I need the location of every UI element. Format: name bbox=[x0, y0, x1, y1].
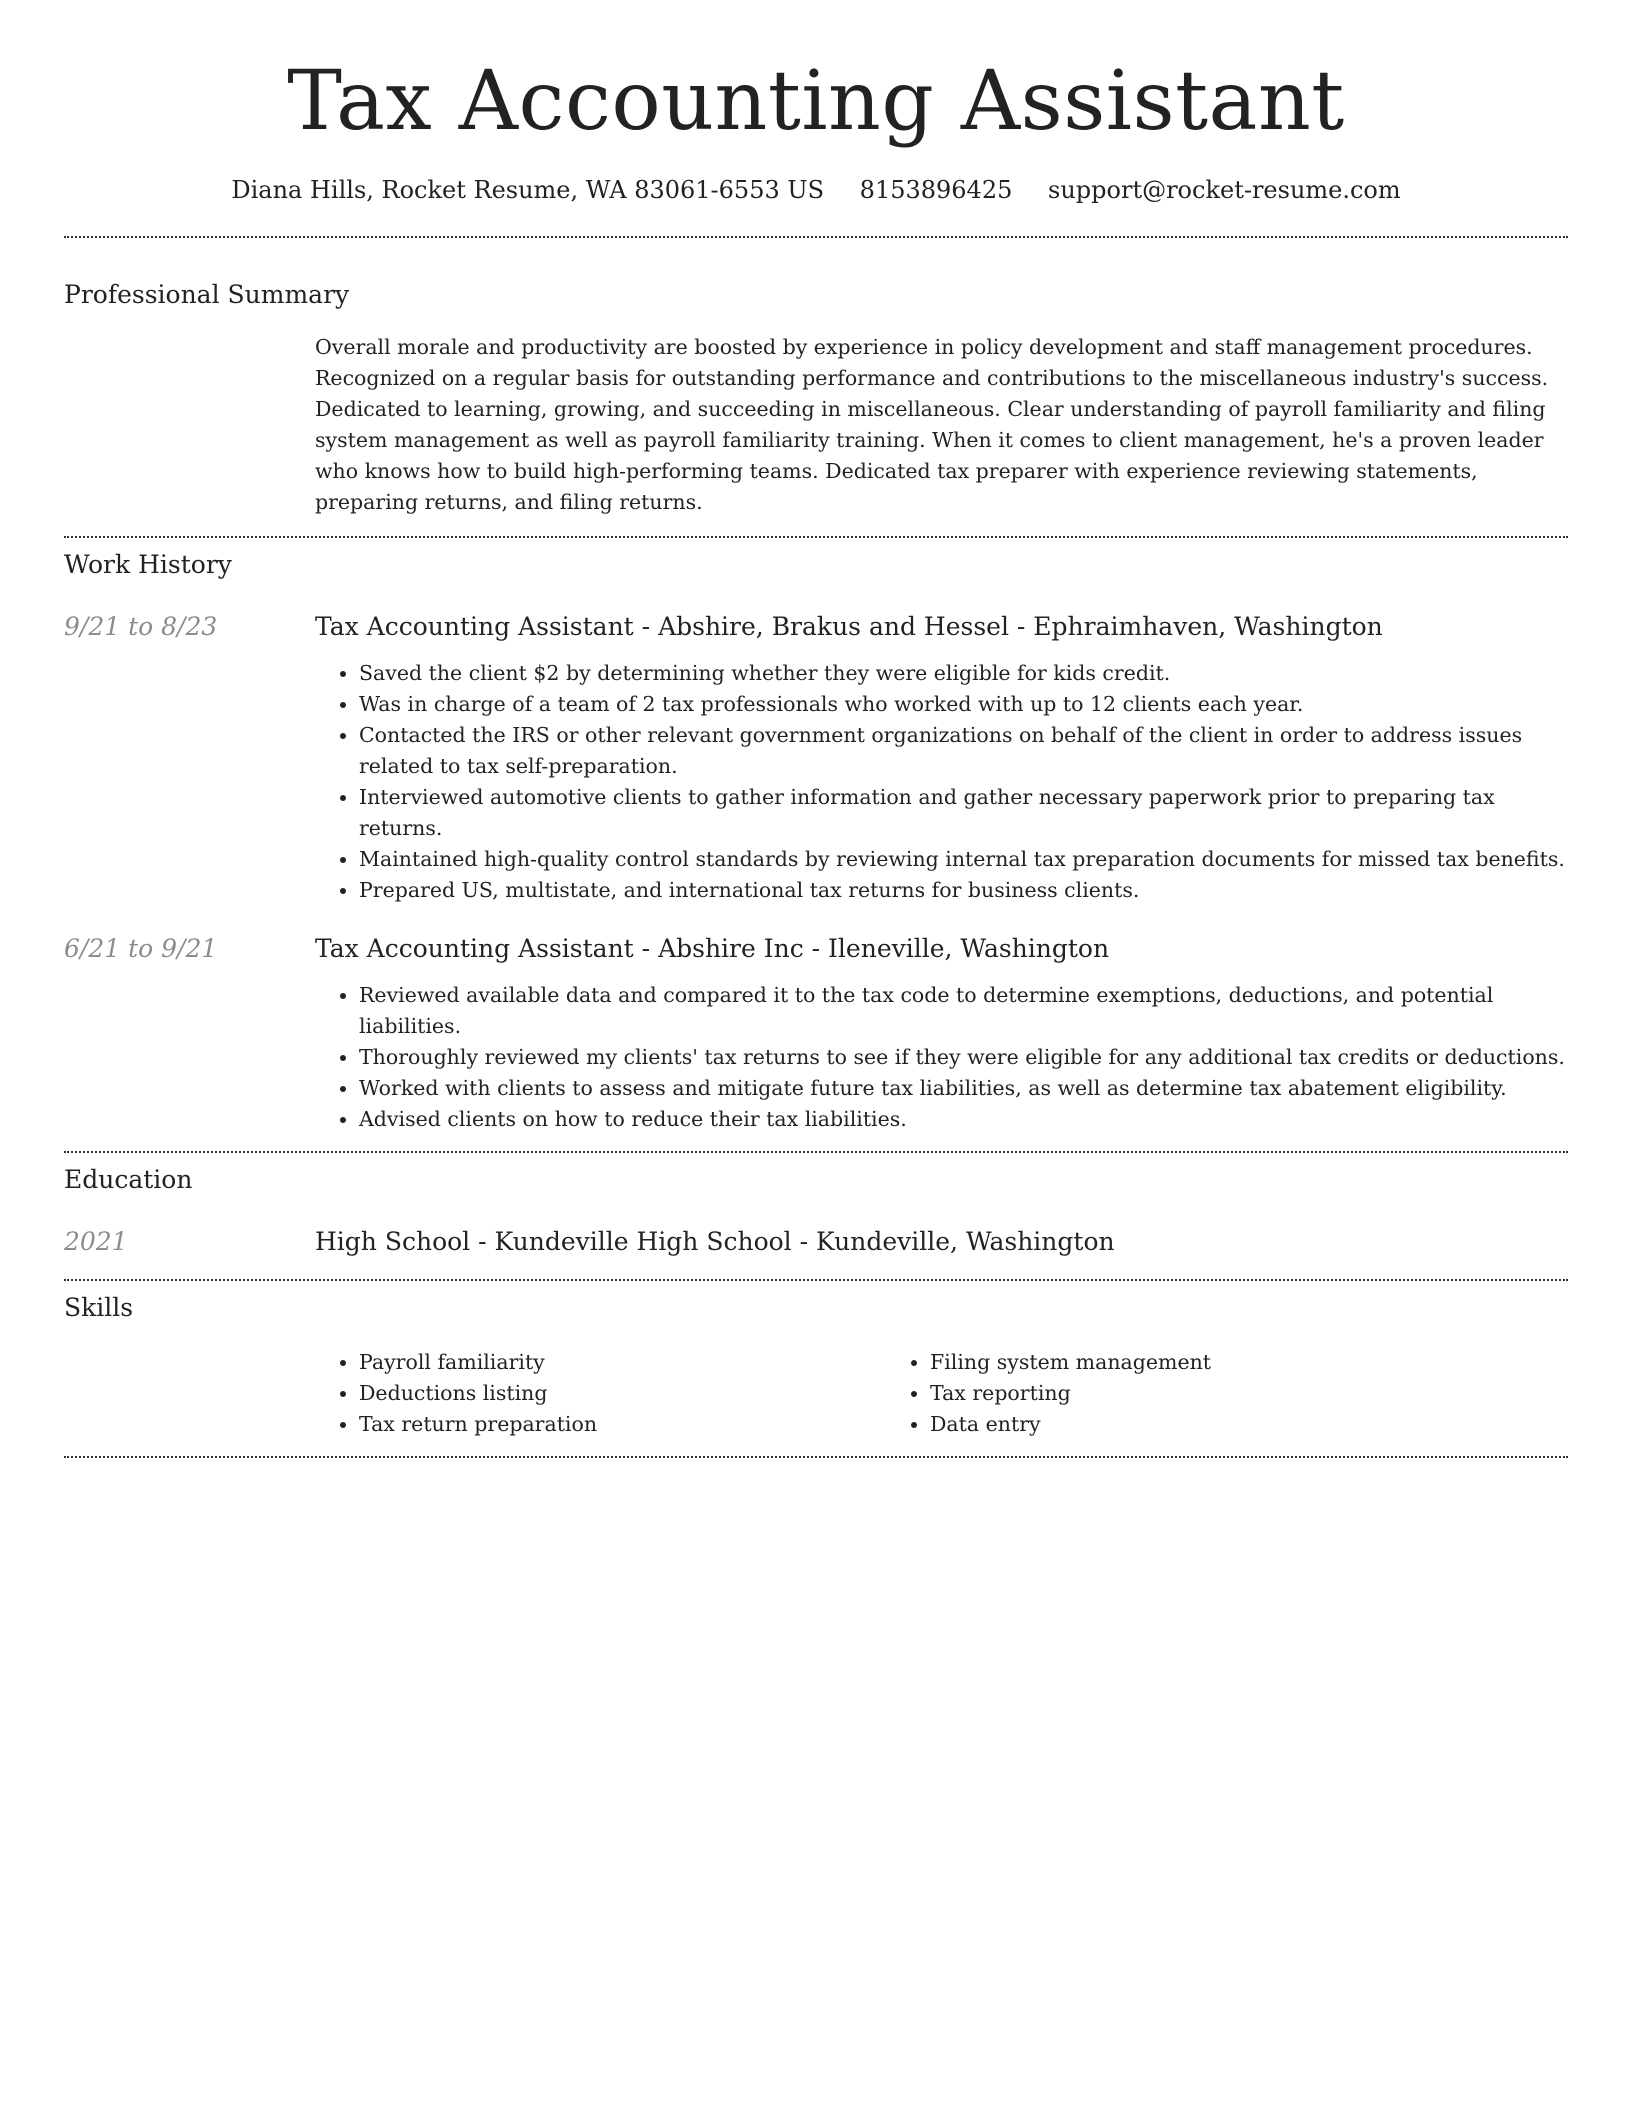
job-bullet: • Interviewed automotive clients to gather information and gather necessary paperwork prior to preparing tax returns. bbox=[359, 782, 1568, 844]
section-divider bbox=[64, 1151, 1568, 1153]
skills-column-right bbox=[886, 1347, 1568, 1440]
job-bullet: • Reviewed available data and compared it to the tax code to determine exemptions, deductions, and potential liabilities. bbox=[359, 980, 1568, 1042]
education-heading: Education bbox=[64, 1165, 193, 1194]
contact-address: Diana Hills, Rocket Resume, WA 83061-6553 US bbox=[231, 176, 825, 204]
skill-item: • Tax reporting bbox=[930, 1378, 1568, 1409]
contact-phone: 8153896425 bbox=[859, 176, 1013, 204]
job-heading: Tax Accounting Assistant - Abshire, Brakus and Hessel - Ephraimhaven, Washington bbox=[315, 612, 1383, 641]
work-history-heading: Work History bbox=[64, 550, 232, 579]
job-dates: 9/21 to 8/23 bbox=[64, 612, 218, 641]
job-bullet: • Saved the client $2 by determining whether they were eligible for kids credit. bbox=[359, 658, 1568, 689]
skill-item: • Deductions listing bbox=[359, 1378, 886, 1409]
job-bullet: • Prepared US, multistate, and international tax returns for business clients. bbox=[359, 875, 1568, 906]
job-bullets bbox=[315, 658, 1568, 906]
job-bullet: • Thoroughly reviewed my clients' tax returns to see if they were eligible for any additional tax credits or deductions. bbox=[359, 1042, 1568, 1073]
job-bullet: • Worked with clients to assess and mitigate future tax liabilities, as well as determine tax abatement eligibility. bbox=[359, 1073, 1568, 1104]
skill-item: • Filing system management bbox=[930, 1347, 1568, 1378]
job-heading: Tax Accounting Assistant - Abshire Inc - Ileneville, Washington bbox=[315, 934, 1110, 963]
job-dates: 6/21 to 9/21 bbox=[64, 934, 218, 963]
job-entry bbox=[64, 932, 1568, 1135]
skill-item: • Tax return preparation bbox=[359, 1409, 886, 1440]
resume-title: Tax Accounting Assistant bbox=[287, 54, 1345, 149]
job-bullet: • Contacted the IRS or other relevant government organizations on behalf of the client in order to address issues related to tax self-preparation. bbox=[359, 720, 1568, 782]
job-bullet: • Maintained high-quality control standards by reviewing internal tax preparation documents for missed tax benefits. bbox=[359, 844, 1568, 875]
skill-item: • Payroll familiarity bbox=[359, 1347, 886, 1378]
resume-page bbox=[64, 0, 1568, 1458]
job-bullet: • Advised clients on how to reduce their tax liabilities. bbox=[359, 1104, 1568, 1135]
education-entry bbox=[64, 1225, 1568, 1259]
contact-email: support@rocket-resume.com bbox=[1048, 176, 1401, 204]
section-divider bbox=[64, 536, 1568, 538]
job-bullet: • Was in charge of a team of 2 tax professionals who worked with up to 12 clients each year. bbox=[359, 689, 1568, 720]
skills-column-left bbox=[315, 1347, 886, 1440]
section-divider bbox=[64, 1279, 1568, 1281]
summary-heading: Professional Summary bbox=[64, 280, 350, 309]
education-year: 2021 bbox=[64, 1227, 128, 1256]
skill-item: • Data entry bbox=[930, 1409, 1568, 1440]
summary-text: Overall morale and productivity are boosted by experience in policy development and staff management procedures. Recognized on a regular basis for outstanding performance and contributions to the miscellaneous industry's success. Dedicated to learning, growing, and succeeding in miscellaneous. Clear understanding of payroll familiarity and filing system management as well as payroll familiarity training. When it comes to client management, he's a proven leader who knows how to build high-performing teams. Dedicated tax preparer with experience reviewing statements, preparing returns, and filing returns. bbox=[315, 335, 1549, 514]
skills-heading: Skills bbox=[64, 1293, 134, 1322]
skills-list bbox=[315, 1347, 1568, 1456]
contact-line bbox=[64, 174, 1568, 206]
job-bullets bbox=[315, 980, 1568, 1135]
section-divider bbox=[64, 1456, 1568, 1458]
education-heading-text: High School - Kundeville High School - Kundeville, Washington bbox=[315, 1227, 1115, 1256]
section-divider bbox=[64, 236, 1568, 238]
job-entry bbox=[64, 610, 1568, 906]
